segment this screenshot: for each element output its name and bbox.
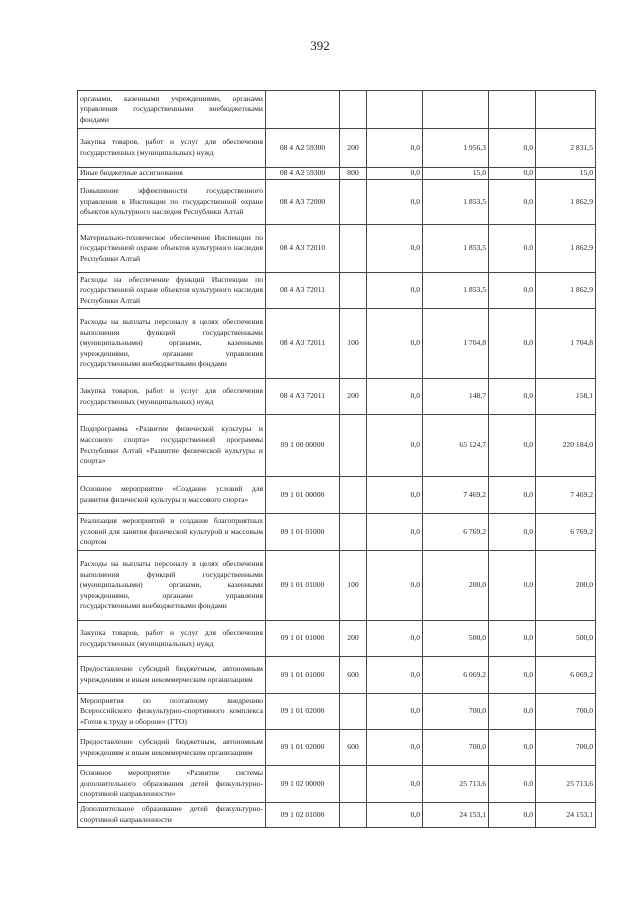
row-expense-type: 600 <box>340 657 367 694</box>
row-amount-col2: 15,0 <box>423 168 489 180</box>
row-amount-col2: 200,0 <box>423 551 489 621</box>
row-amount-col3: 0,0 <box>489 477 536 514</box>
row-target-code: 08 4 А3 72011 <box>266 273 340 309</box>
row-expense-type: 200 <box>340 129 367 168</box>
row-amount-col4: 220 184,0 <box>536 415 596 477</box>
table-row <box>78 273 596 309</box>
table-row <box>78 766 596 803</box>
row-amount-col2: 25 713,6 <box>423 766 489 803</box>
row-amount-col3: 0,0 <box>489 225 536 273</box>
row-amount-col1: 0,0 <box>367 168 423 180</box>
row-amount-col2: 700,0 <box>423 694 489 730</box>
row-amount-col1: 0,0 <box>367 129 423 168</box>
row-target-code: 09 1 02 00000 <box>266 766 340 803</box>
row-description: Иные бюджетные ассигнования <box>78 168 266 180</box>
table-row <box>78 129 596 168</box>
table-row <box>78 621 596 657</box>
row-amount-col2: 700,0 <box>423 730 489 766</box>
table-row <box>78 803 596 828</box>
row-amount-col1: 0,0 <box>367 180 423 225</box>
row-target-code: 08 4 А3 72010 <box>266 225 340 273</box>
table-body <box>78 91 596 828</box>
row-description: Закупка товаров, работ и услуг для обеспечения государственных (муниципальных) нужд <box>78 379 266 415</box>
row-amount-col2: 24 153,1 <box>423 803 489 828</box>
row-expense-type <box>340 91 367 129</box>
row-amount-col2: 6 069,2 <box>423 657 489 694</box>
row-target-code: 09 1 02 01000 <box>266 803 340 828</box>
row-amount-col3: 0,0 <box>489 657 536 694</box>
row-amount-col3: 0,0 <box>489 621 536 657</box>
table-row <box>78 379 596 415</box>
row-description: Основное мероприятие «Развитие системы дополнительного образования детей физкультурно-спортивной направленности» <box>78 766 266 803</box>
row-amount-col2: 6 769,2 <box>423 514 489 551</box>
row-amount-col4: 1 862,9 <box>536 273 596 309</box>
row-target-code: 08 4 А2 59300 <box>266 168 340 180</box>
row-target-code: 08 4 А2 59300 <box>266 129 340 168</box>
table-row <box>78 309 596 379</box>
row-expense-type: 200 <box>340 379 367 415</box>
row-target-code: 09 1 01 00000 <box>266 477 340 514</box>
row-amount-col1: 0,0 <box>367 621 423 657</box>
row-amount-col3: 0,0 <box>489 379 536 415</box>
row-amount-col3: 0,0 <box>489 551 536 621</box>
row-description: Реализация мероприятий и создание благоприятных условий для занятия физической культурой и массовым спортом <box>78 514 266 551</box>
row-amount-col2: 65 124,7 <box>423 415 489 477</box>
row-description: Расходы на выплаты персоналу в целях обеспечения выполнения функций государственными (муниципальными) органами, казенными учреждениями, органами управления государственными внебюджетными фондами <box>78 309 266 379</box>
row-expense-type: 800 <box>340 168 367 180</box>
row-expense-type: 100 <box>340 309 367 379</box>
row-amount-col4: 6 769,2 <box>536 514 596 551</box>
row-amount-col1: 0,0 <box>367 273 423 309</box>
row-description: Мероприятия по поэтапному внедрению Всероссийского физкультурно-спортивного комплекса «Готов к труду и обороне» (ГТО) <box>78 694 266 730</box>
row-description: Повышение эффективности государственного управления в Инспекции по государственной охране объектов культурного наследия Республики Алтай <box>78 180 266 225</box>
row-amount-col1: 0,0 <box>367 730 423 766</box>
row-expense-type <box>340 803 367 828</box>
row-amount-col1: 0,0 <box>367 694 423 730</box>
row-target-code: 09 1 01 02000 <box>266 694 340 730</box>
budget-table <box>77 90 596 828</box>
row-target-code: 09 1 01 02000 <box>266 730 340 766</box>
row-expense-type <box>340 514 367 551</box>
row-amount-col3: 0,0 <box>489 309 536 379</box>
row-target-code: 08 4 А3 72011 <box>266 309 340 379</box>
row-amount-col2: 148,7 <box>423 379 489 415</box>
row-amount-col4: 200,0 <box>536 551 596 621</box>
row-amount-col1: 0,0 <box>367 803 423 828</box>
row-amount-col3 <box>489 91 536 129</box>
row-target-code: 08 4 А3 72000 <box>266 180 340 225</box>
row-amount-col3: 0,0 <box>489 766 536 803</box>
row-expense-type: 200 <box>340 621 367 657</box>
row-amount-col3: 0,0 <box>489 730 536 766</box>
row-amount-col3: 0,0 <box>489 514 536 551</box>
row-expense-type <box>340 477 367 514</box>
row-target-code: 09 1 01 01000 <box>266 514 340 551</box>
row-amount-col3: 0,0 <box>489 803 536 828</box>
row-expense-type <box>340 694 367 730</box>
table-row <box>78 694 596 730</box>
row-amount-col2: 500,0 <box>423 621 489 657</box>
table-row <box>78 91 596 129</box>
row-amount-col1: 0,0 <box>367 551 423 621</box>
row-expense-type: 600 <box>340 730 367 766</box>
row-target-code: 09 1 00 00000 <box>266 415 340 477</box>
row-amount-col4: 1 862,9 <box>536 225 596 273</box>
row-amount-col4: 2 831,5 <box>536 129 596 168</box>
table-row <box>78 225 596 273</box>
row-description: Основное мероприятие «Создание условий для развития физической культуры и массового спорта» <box>78 477 266 514</box>
row-expense-type <box>340 225 367 273</box>
table-row <box>78 168 596 180</box>
row-description: Предоставление субсидий бюджетным, автономным учреждениям и иным некоммерческим организациям <box>78 730 266 766</box>
row-description: Закупка товаров, работ и услуг для обеспечения государственных (муниципальных) нужд <box>78 129 266 168</box>
row-description: Подпрограмма «Развитие физической культуры и массового спорта» государственной программы Республики Алтай «Развитие физической культуры и спорта» <box>78 415 266 477</box>
row-description: Предоставление субсидий бюджетным, автономным учреждениям и иным некоммерческим организациям <box>78 657 266 694</box>
row-amount-col2: 7 469,2 <box>423 477 489 514</box>
row-amount-col1 <box>367 91 423 129</box>
row-amount-col4: 25 713,6 <box>536 766 596 803</box>
row-description: Закупка товаров, работ и услуг для обеспечения государственных (муниципальных) нужд <box>78 621 266 657</box>
row-description: Расходы на обеспечение функций Инспекции по государственной охране объектов культурного наследия Республики Алтай <box>78 273 266 309</box>
row-amount-col4: 6 069,2 <box>536 657 596 694</box>
row-amount-col4: 1 862,9 <box>536 180 596 225</box>
row-amount-col2 <box>423 91 489 129</box>
table-row <box>78 551 596 621</box>
row-amount-col1: 0,0 <box>367 379 423 415</box>
table-row <box>78 657 596 694</box>
row-amount-col4: 700,0 <box>536 694 596 730</box>
table-row <box>78 415 596 477</box>
row-amount-col3: 0,0 <box>489 415 536 477</box>
row-amount-col4: 700,0 <box>536 730 596 766</box>
table-row <box>78 514 596 551</box>
row-expense-type <box>340 180 367 225</box>
row-amount-col1: 0,0 <box>367 415 423 477</box>
row-amount-col1: 0,0 <box>367 657 423 694</box>
row-expense-type: 100 <box>340 551 367 621</box>
row-expense-type <box>340 766 367 803</box>
row-target-code: 09 1 01 01000 <box>266 621 340 657</box>
table-row <box>78 477 596 514</box>
table-row <box>78 180 596 225</box>
row-amount-col1: 0,0 <box>367 477 423 514</box>
row-amount-col3: 0,0 <box>489 168 536 180</box>
row-amount-col1: 0,0 <box>367 766 423 803</box>
row-amount-col4: 7 469,2 <box>536 477 596 514</box>
row-amount-col3: 0,0 <box>489 694 536 730</box>
row-amount-col4: 15,0 <box>536 168 596 180</box>
row-description: Расходы на выплаты персоналу в целях обеспечения выполнения функций государственными (муниципальными) органами, казенными учреждениями, органами управления государственными внебюджетными фондами <box>78 551 266 621</box>
table-row <box>78 730 596 766</box>
row-amount-col3: 0,0 <box>489 273 536 309</box>
row-amount-col4: 500,0 <box>536 621 596 657</box>
row-target-code <box>266 91 340 129</box>
row-target-code: 09 1 01 01000 <box>266 551 340 621</box>
row-expense-type <box>340 273 367 309</box>
row-amount-col1: 0,0 <box>367 225 423 273</box>
row-amount-col2: 1 956,3 <box>423 129 489 168</box>
row-amount-col2: 1 853,5 <box>423 225 489 273</box>
row-expense-type <box>340 415 367 477</box>
row-amount-col1: 0,0 <box>367 309 423 379</box>
row-amount-col2: 1 704,8 <box>423 309 489 379</box>
row-amount-col4 <box>536 91 596 129</box>
row-target-code: 08 4 А3 72011 <box>266 379 340 415</box>
row-amount-col2: 1 853,5 <box>423 180 489 225</box>
row-amount-col4: 158,1 <box>536 379 596 415</box>
row-description: органами, казенными учреждениями, органами управления государственными внебюджетными фондами <box>78 91 266 129</box>
page-number: 392 <box>310 38 330 53</box>
row-amount-col3: 0,0 <box>489 129 536 168</box>
row-amount-col1: 0,0 <box>367 514 423 551</box>
row-amount-col4: 1 704,8 <box>536 309 596 379</box>
row-amount-col3: 0,0 <box>489 180 536 225</box>
row-amount-col4: 24 153,1 <box>536 803 596 828</box>
row-description: Дополнительное образование детей физкультурно-спортивной направленности <box>78 803 266 828</box>
row-target-code: 09 1 01 01000 <box>266 657 340 694</box>
row-description: Материально-техническое обеспечение Инспекции по государственной охране объектов культурного наследия Республики Алтай <box>78 225 266 273</box>
row-amount-col2: 1 853,5 <box>423 273 489 309</box>
